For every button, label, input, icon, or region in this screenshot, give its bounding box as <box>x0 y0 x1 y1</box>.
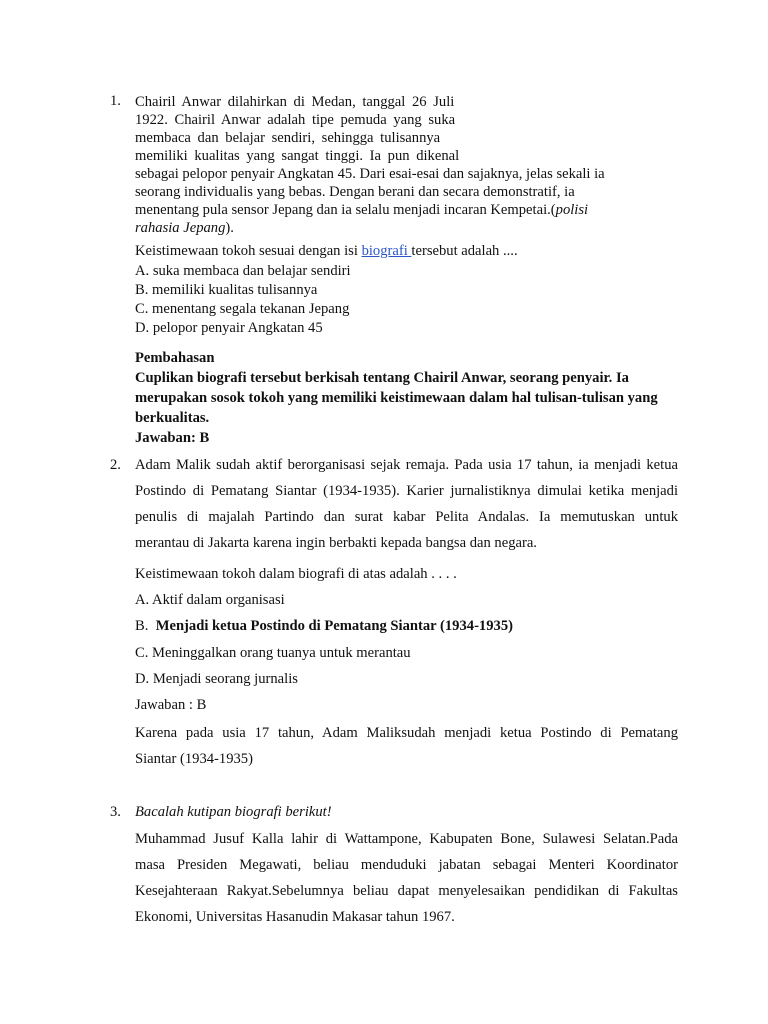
q3-passage <box>135 831 678 935</box>
q2-option-b-text: Menjadi ketua Postindo di Pematang Siantar (1934-1935) <box>155 618 513 634</box>
q1-question-post: tersebut adalah .... <box>411 243 518 259</box>
q1-passage-italic: polisi <box>555 202 589 218</box>
q2-explanation <box>135 725 678 777</box>
biografi-link[interactable]: biografi <box>361 243 412 259</box>
q2-option-c: C. Meninggalkan orang tuanya untuk merantau <box>135 645 411 661</box>
q1-passage-line: sebagai pelopor penyair Angkatan 45. Dari esai-esai dan sajaknya, jelas sekali ia <box>135 166 605 182</box>
q1-passage-close: ). <box>225 220 234 236</box>
q1-question <box>135 242 518 260</box>
q2-passage-line: Postindo di Pematang Siantar (1934-1935). Karier jurnalistiknya dimulai ketika menjadi <box>135 483 678 499</box>
q1-passage-text: menentang pula sensor Jepang dan ia selalu menjadi incaran Kempetai.( <box>135 202 556 218</box>
q1-passage-line: 1922. Chairil Anwar adalah tipe pemuda yang suka <box>135 112 456 128</box>
q2-passage-line: penulis di majalah Partindo dan surat kabar Pelita Andalas. Ia memutuskan untuk <box>135 509 678 525</box>
q2-question: Keistimewaan tokoh dalam biografi di atas adalah . . . . <box>135 566 457 582</box>
q3-passage-line: masa Presiden Megawati, beliau menduduki jabatan sebagai Menteri Koordinator <box>135 857 678 873</box>
q2-option-d: D. Menjadi seorang jurnalis <box>135 671 298 687</box>
q2-option-b-letter: B. <box>135 618 149 634</box>
q1-passage-line: Chairil Anwar dilahirkan di Medan, tanggal 26 Juli <box>135 94 455 110</box>
q1-passage-line: memiliki kualitas yang sangat tinggi. Ia pun dikenal <box>135 148 460 164</box>
q1-passage-line: seorang individualis yang bebas. Dengan berani dan secara demonstratif, ia <box>135 184 575 200</box>
q1-passage-line-8 <box>135 219 605 237</box>
q1-discussion-line: merupakan sosok tokoh yang memiliki keistimewaan dalam hal tulisan-tulisan yang <box>135 390 658 406</box>
q2-option-b <box>135 618 513 635</box>
q1-discussion-line: Cuplikan biografi tersebut berkisah tentang Chairil Anwar, seorang penyair. Ia <box>135 370 629 386</box>
q1-passage-line-7 <box>135 201 605 219</box>
q2-answer: Jawaban : B <box>135 697 207 713</box>
q1-option-c: C. menentang segala tekanan Jepang <box>135 301 350 317</box>
q3-number: 3. <box>110 804 121 820</box>
q3-passage-line: Kesejahteraan Rakyat.Sebelumnya beliau dapat menyelesaikan pendidikan di Fakultas <box>135 883 678 899</box>
q2-passage-line: merantau di Jakarta karena ingin berbakti kepada bangsa dan negara. <box>135 535 537 551</box>
q1-question-pre: Keistimewaan tokoh sesuai dengan isi <box>135 243 362 259</box>
q3-passage-line: Ekonomi, Universitas Hasanudin Makasar tahun 1967. <box>135 909 455 925</box>
q2-passage <box>135 457 678 561</box>
q1-passage <box>135 93 605 237</box>
q1-option-d: D. pelopor penyair Angkatan 45 <box>135 320 323 336</box>
q3-instruction: Bacalah kutipan biografi berikut! <box>135 804 332 820</box>
q2-passage-line: Adam Malik sudah aktif berorganisasi sejak remaja. Pada usia 17 tahun, ia menjadi ketua <box>135 457 678 473</box>
q1-option-b: B. memiliki kualitas tulisannya <box>135 282 318 298</box>
q2-explanation-line: Siantar (1934-1935) <box>135 751 253 767</box>
q3-passage-line: Muhammad Jusuf Kalla lahir di Wattampone, Kabupaten Bone, Sulawesi Selatan.Pada <box>135 831 678 847</box>
q1-discussion-line: berkualitas. <box>135 410 210 426</box>
q1-passage-italic-line: rahasia Jepang <box>135 220 226 236</box>
q1-option-a: A. suka membaca dan belajar sendiri <box>135 263 351 279</box>
q1-question-block <box>135 242 518 337</box>
q1-discussion-title: Pembahasan <box>135 350 215 366</box>
q2-option-a: A. Aktif dalam organisasi <box>135 592 285 608</box>
q1-answer: Jawaban: B <box>135 430 210 446</box>
q1-discussion <box>135 349 658 447</box>
q1-passage-line: membaca dan belajar sendiri, sehingga tulisannya <box>135 130 441 146</box>
q1-number: 1. <box>110 93 121 109</box>
q2-explanation-line: Karena pada usia 17 tahun, Adam Maliksudah menjadi ketua Postindo di Pematang <box>135 725 678 741</box>
q2-number: 2. <box>110 457 121 473</box>
